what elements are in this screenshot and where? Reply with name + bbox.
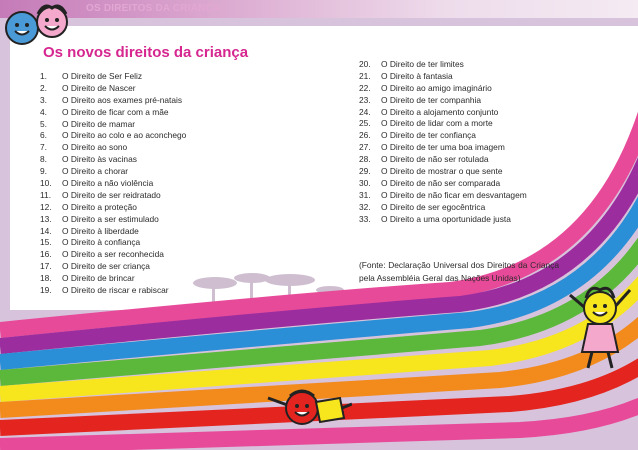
right-text: O Direito a ser estimulado bbox=[62, 213, 159, 224]
right-number: 4. bbox=[40, 106, 47, 117]
right-item bbox=[359, 154, 527, 166]
right-item bbox=[359, 83, 527, 95]
page-heading: Os novos direitos da criança bbox=[43, 44, 249, 61]
right-text: O Direito de ser egocêntrica bbox=[381, 201, 486, 212]
right-item bbox=[40, 285, 186, 297]
right-text: O Direito à liberdade bbox=[62, 225, 139, 236]
right-item bbox=[40, 107, 186, 119]
right-text: O Direito de ter uma boa imagem bbox=[381, 142, 505, 153]
right-text: O Direito de Ser Feliz bbox=[62, 71, 143, 81]
right-number: 16. bbox=[40, 249, 52, 260]
right-item bbox=[40, 273, 186, 285]
right-number: 9. bbox=[40, 166, 47, 177]
right-item bbox=[40, 178, 186, 190]
right-number: 17. bbox=[40, 261, 52, 272]
right-item bbox=[359, 59, 527, 71]
right-item bbox=[40, 202, 186, 214]
right-number: 7. bbox=[40, 142, 47, 153]
right-number: 25. bbox=[359, 118, 371, 129]
section-title: OS DIREITOS DA CRIANÇA bbox=[86, 3, 221, 14]
right-item bbox=[359, 118, 527, 130]
right-item bbox=[40, 214, 186, 226]
right-number: 21. bbox=[359, 70, 371, 81]
right-text: O Direito de não ser rotulada bbox=[381, 154, 489, 165]
right-text: O Direito de lidar com a morte bbox=[381, 118, 493, 129]
rights-list-right bbox=[359, 59, 527, 225]
right-text: O Direito de mamar bbox=[62, 118, 136, 129]
right-item bbox=[40, 226, 186, 238]
source-note: (Fonte: Declaração Universal dos Direitos da Criança pela Assembléia Geral das Nações Unidas) bbox=[359, 260, 559, 283]
right-text: O Direito de ser reidratado bbox=[62, 189, 161, 200]
right-item bbox=[359, 214, 527, 226]
right-number: 22. bbox=[359, 82, 371, 93]
right-number: 23. bbox=[359, 94, 371, 105]
right-number: 6. bbox=[40, 130, 47, 141]
right-item bbox=[40, 71, 186, 83]
right-text: O Direito ao colo e ao aconchego bbox=[62, 130, 187, 141]
right-number: 11. bbox=[40, 189, 52, 200]
right-item bbox=[40, 83, 186, 95]
right-item bbox=[40, 130, 186, 142]
right-number: 29. bbox=[359, 166, 371, 177]
right-text: O Direito às vacinas bbox=[62, 154, 137, 165]
right-item bbox=[359, 190, 527, 202]
child-boy-illustration bbox=[262, 378, 352, 448]
right-item bbox=[359, 178, 527, 190]
right-number: 5. bbox=[40, 118, 47, 129]
right-text: O Direito a ser reconhecida bbox=[62, 249, 164, 260]
right-number: 8. bbox=[40, 154, 47, 165]
rights-list-left bbox=[40, 71, 186, 297]
right-text: O Direito à fantasia bbox=[381, 70, 453, 81]
right-text: O Direito de brincar bbox=[62, 273, 135, 284]
right-text: O Direito a alojamento conjunto bbox=[381, 106, 499, 117]
right-number: 3. bbox=[40, 94, 47, 105]
right-number: 28. bbox=[359, 154, 371, 165]
right-text: O Direito de ter confiança bbox=[381, 130, 476, 141]
right-item bbox=[40, 119, 186, 131]
right-text: O Direito ao amigo imaginário bbox=[381, 82, 492, 93]
right-text: O Direito de ficar com a mãe bbox=[62, 106, 169, 117]
right-number: 13. bbox=[40, 213, 52, 224]
right-text: O Direito de não ficar em desvantagem bbox=[381, 189, 527, 200]
right-number: 27. bbox=[359, 142, 371, 153]
right-item bbox=[40, 190, 186, 202]
right-text: O Direito a não violência bbox=[62, 178, 154, 189]
right-item bbox=[40, 261, 186, 273]
right-text: O Direito de Nascer bbox=[62, 82, 136, 93]
right-item bbox=[359, 130, 527, 142]
right-item bbox=[40, 95, 186, 107]
kids-faces-logo bbox=[0, 0, 90, 50]
right-number: 19. bbox=[40, 285, 52, 296]
right-text: O Direito a proteção bbox=[62, 201, 137, 212]
child-girl-illustration bbox=[560, 280, 638, 370]
right-text: O Direito ao sono bbox=[62, 142, 128, 153]
right-text: O Direito de ter companhia bbox=[381, 94, 482, 105]
right-number: 30. bbox=[359, 177, 371, 188]
right-item bbox=[359, 95, 527, 107]
right-item bbox=[359, 142, 527, 154]
right-item bbox=[40, 154, 186, 166]
right-text: O Direito a uma oportunidade justa bbox=[381, 213, 511, 224]
right-number: 15. bbox=[40, 237, 52, 248]
right-item bbox=[40, 237, 186, 249]
right-number: 26. bbox=[359, 130, 371, 141]
right-text: O Direito de ser criança bbox=[62, 261, 150, 272]
right-text: O Direito de ter limites bbox=[381, 59, 464, 69]
right-number: 33. bbox=[359, 213, 371, 224]
right-number: 12. bbox=[40, 201, 52, 212]
right-item bbox=[40, 166, 186, 178]
right-text: O Direito a chorar bbox=[62, 166, 129, 177]
right-number: 2. bbox=[40, 82, 47, 93]
right-text: O Direito de mostrar o que sente bbox=[381, 166, 503, 177]
right-number: 1. bbox=[40, 71, 47, 81]
right-item bbox=[359, 166, 527, 178]
right-number: 32. bbox=[359, 201, 371, 212]
right-number: 14. bbox=[40, 225, 52, 236]
right-item bbox=[359, 202, 527, 214]
right-number: 24. bbox=[359, 106, 371, 117]
right-number: 20. bbox=[359, 59, 371, 69]
right-text: O Direito de riscar e rabiscar bbox=[62, 285, 169, 296]
right-item bbox=[359, 71, 527, 83]
right-item bbox=[40, 142, 186, 154]
right-text: O Direito à confiança bbox=[62, 237, 141, 248]
right-number: 10. bbox=[40, 178, 52, 189]
right-text: O Direito aos exames pré-natais bbox=[62, 94, 183, 105]
right-text: O Direito de não ser comparada bbox=[381, 177, 501, 188]
right-number: 31. bbox=[359, 189, 371, 200]
right-number: 18. bbox=[40, 273, 52, 284]
right-item bbox=[40, 249, 186, 261]
right-item bbox=[359, 107, 527, 119]
